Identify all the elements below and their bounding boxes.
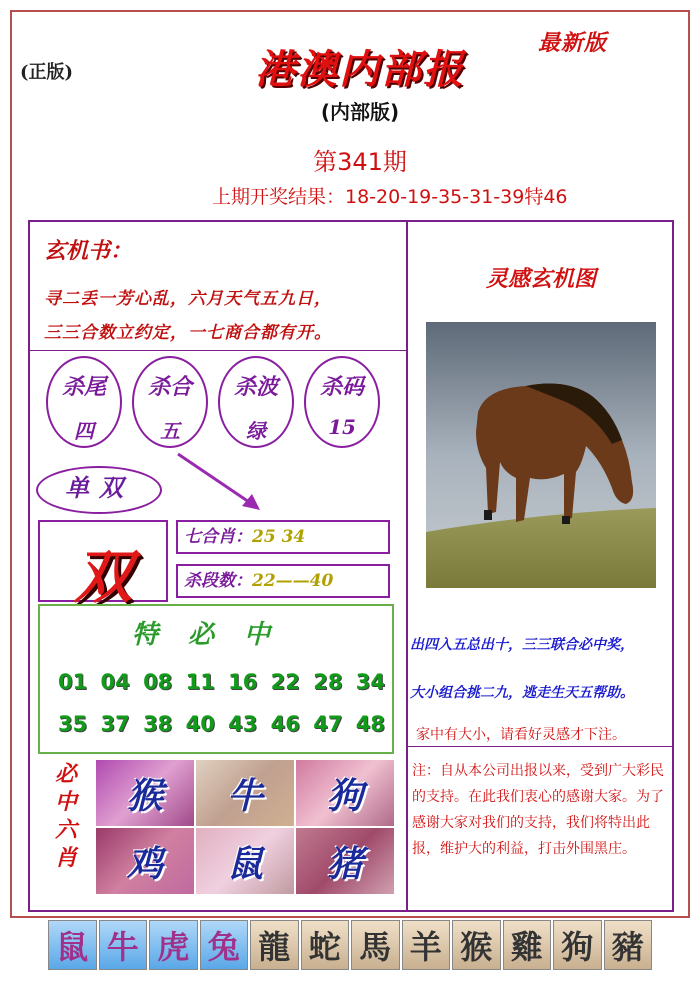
zodiac-tile: 狗: [553, 920, 602, 970]
kill-combo-oval: [132, 356, 208, 448]
poem-line: 大小组合挑二九，逃走生天五帮助。: [410, 685, 634, 701]
qihe-box: [176, 520, 390, 554]
six-zodiac-grid: [96, 760, 394, 894]
zodiac-cell: 鼠: [196, 828, 294, 894]
odd-even-oval: 单双: [36, 466, 162, 514]
oval-key: 杀合: [147, 374, 192, 400]
zodiac-tile: 兔: [200, 920, 249, 970]
label-char: 六: [54, 817, 77, 843]
zodiac-bar: [48, 920, 652, 970]
big-char: 双: [73, 543, 132, 611]
qihe-value: 25 34: [252, 527, 306, 547]
label-char: 必: [54, 761, 77, 787]
oval-key: 杀码: [319, 374, 364, 400]
oval-key: 杀波: [233, 374, 278, 400]
number-row: 01 04 08 11 16 22 28 34: [58, 670, 385, 694]
zodiac-tile: 牛: [99, 920, 148, 970]
kill-tail-oval: [46, 356, 122, 448]
shashu-label: 杀段数：: [184, 571, 252, 591]
xuanji-heading: 玄机书：: [44, 238, 133, 264]
zodiac-tile: 鼠: [48, 920, 97, 970]
xuanji-line: 三三合数立约定，一七商合都有开。: [44, 323, 332, 343]
zodiac-cell: 狗: [296, 760, 394, 826]
zodiac-tile: 馬: [351, 920, 400, 970]
oval-key: 杀尾: [61, 374, 106, 400]
company-notice: 注：自从本公司出报以来，受到广大彩民的支持。在此我们衷心的感谢大家。为了感谢大家对我们的支持，我们将特出此报，维护大的利益，打击外围黑庄。: [412, 763, 664, 857]
zodiac-tile: 豬: [604, 920, 653, 970]
newest-label: 最新版: [538, 30, 608, 56]
xuanji-line: 寻二丢一芳心乱，六月天气五九日，: [44, 289, 332, 309]
six-zodiac-label: [46, 760, 86, 872]
oval-value: 五: [160, 419, 180, 443]
inspiration-title: 灵感玄机图: [485, 266, 596, 292]
zodiac-tile: 龍: [250, 920, 299, 970]
horse-image: [426, 322, 656, 588]
number-row: 35 37 38 40 43 46 47 48: [58, 712, 385, 736]
special-numbers-title: 特必中: [131, 620, 300, 650]
official-label: (正版): [20, 62, 74, 83]
column-divider: [406, 220, 408, 912]
oval-value: 15: [328, 415, 356, 439]
inspiration-note: 家中有大小，请看好灵感才下注。: [416, 727, 626, 743]
divider-line: [408, 746, 674, 747]
label-char: 肖: [54, 845, 77, 871]
zodiac-tile: 雞: [503, 920, 552, 970]
issue-number: 第341期: [313, 148, 407, 176]
shashu-value: 22——40: [252, 571, 334, 591]
shashu-box: [176, 564, 390, 598]
last-result: 上期开奖结果：18-20-19-35-31-39特46: [212, 186, 568, 208]
big-char-box: [38, 520, 168, 611]
zodiac-cell: 猪: [296, 828, 394, 894]
zodiac-tile: 蛇: [301, 920, 350, 970]
label-char: 中: [54, 789, 77, 815]
zodiac-tile: 虎: [149, 920, 198, 970]
page-subtitle: (内部版): [320, 100, 400, 124]
arrow-icon: [170, 448, 270, 518]
zodiac-tile: 猴: [452, 920, 501, 970]
oval-value: 绿: [246, 419, 266, 443]
zodiac-tile: 羊: [402, 920, 451, 970]
page-title: 港澳内部报: [255, 46, 465, 93]
divider-line: [30, 350, 406, 351]
kill-wave-oval: [218, 356, 294, 448]
zodiac-cell: 鸡: [96, 828, 194, 894]
zodiac-cell: 牛: [196, 760, 294, 826]
poem-line: 出四入五总出十，三三联合必中奖，: [410, 637, 634, 653]
zodiac-cell: 猴: [96, 760, 194, 826]
qihe-label: 七合肖：: [184, 527, 252, 547]
oval-value: 四: [74, 419, 94, 443]
kill-code-oval: [304, 356, 380, 448]
